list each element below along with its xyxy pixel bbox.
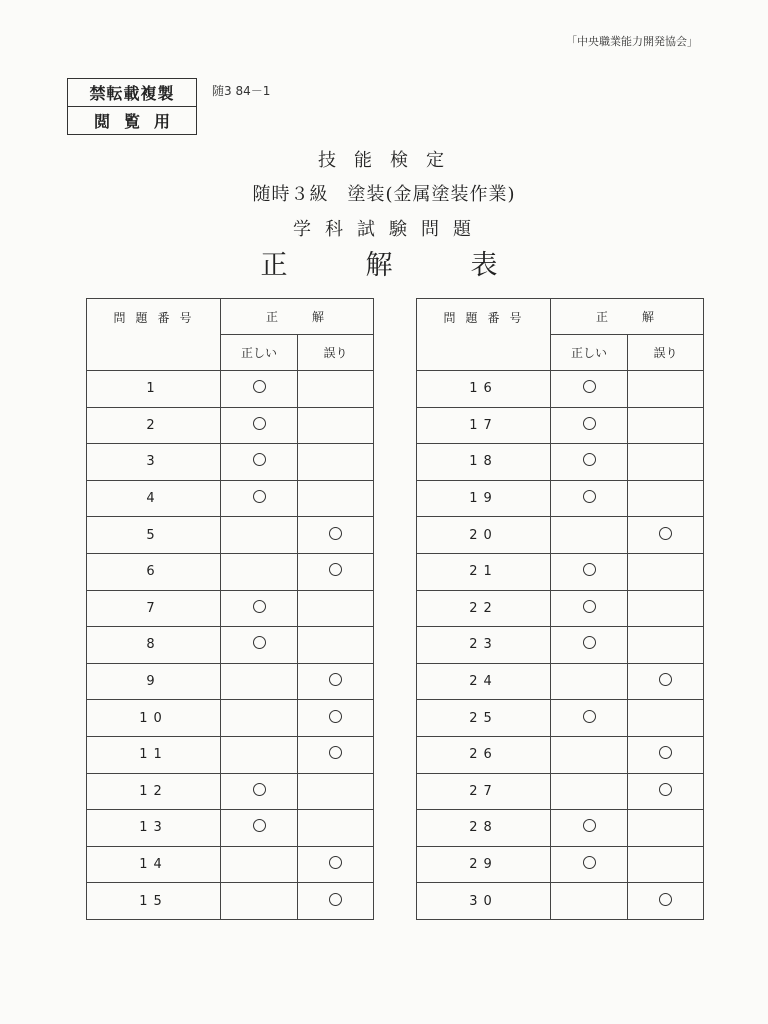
incorrect-cell bbox=[298, 663, 374, 700]
table-row bbox=[87, 553, 374, 590]
table-row bbox=[417, 407, 704, 444]
table-row bbox=[87, 700, 374, 737]
incorrect-cell bbox=[298, 371, 374, 408]
circle-mark-icon bbox=[253, 453, 266, 466]
question-number: 25 bbox=[417, 700, 551, 737]
circle-mark-icon bbox=[253, 636, 266, 649]
question-number: 3 bbox=[87, 444, 221, 481]
incorrect-cell bbox=[298, 517, 374, 554]
header-question-number: 問題番号 bbox=[87, 299, 221, 371]
table-row bbox=[417, 883, 704, 920]
correct-cell bbox=[221, 590, 298, 627]
incorrect-cell bbox=[628, 480, 704, 517]
question-number: 19 bbox=[417, 480, 551, 517]
answer-table-right bbox=[416, 298, 704, 920]
table-row bbox=[87, 846, 374, 883]
header-correct: 正しい bbox=[221, 335, 298, 371]
table-row bbox=[417, 517, 704, 554]
stamp-no-reproduction: 禁転載複製 bbox=[68, 79, 196, 107]
document-code: 随3 84－1 bbox=[212, 84, 271, 98]
circle-mark-icon bbox=[583, 563, 596, 576]
question-number: 28 bbox=[417, 810, 551, 847]
correct-cell bbox=[221, 444, 298, 481]
answer-table-body bbox=[417, 299, 704, 920]
table-row bbox=[417, 590, 704, 627]
question-number: 22 bbox=[417, 590, 551, 627]
table-row bbox=[87, 407, 374, 444]
table-row bbox=[87, 663, 374, 700]
circle-mark-icon bbox=[659, 783, 672, 796]
circle-mark-icon bbox=[253, 417, 266, 430]
table-row bbox=[417, 810, 704, 847]
incorrect-cell bbox=[298, 407, 374, 444]
incorrect-cell bbox=[628, 773, 704, 810]
correct-cell bbox=[221, 407, 298, 444]
correct-cell bbox=[551, 700, 628, 737]
circle-mark-icon bbox=[659, 527, 672, 540]
circle-mark-icon bbox=[659, 673, 672, 686]
circle-mark-icon bbox=[659, 893, 672, 906]
incorrect-cell bbox=[628, 700, 704, 737]
question-number: 23 bbox=[417, 627, 551, 664]
correct-cell bbox=[221, 810, 298, 847]
table-row bbox=[87, 371, 374, 408]
correct-cell bbox=[551, 517, 628, 554]
table-row bbox=[87, 590, 374, 627]
header-incorrect: 誤り bbox=[298, 335, 374, 371]
correct-cell bbox=[221, 700, 298, 737]
stamp-view-only: 閲覧用 bbox=[93, 112, 184, 131]
correct-cell bbox=[551, 590, 628, 627]
title-written-exam: 学科試験問題 bbox=[293, 219, 485, 240]
question-number: 10 bbox=[87, 700, 221, 737]
title-answer-key: 正解表 bbox=[260, 250, 576, 281]
table-row bbox=[87, 736, 374, 773]
circle-mark-icon bbox=[329, 527, 342, 540]
restriction-stamp bbox=[67, 78, 197, 135]
incorrect-cell bbox=[298, 846, 374, 883]
table-row bbox=[417, 480, 704, 517]
question-number: 7 bbox=[87, 590, 221, 627]
circle-mark-icon bbox=[583, 490, 596, 503]
correct-cell bbox=[221, 663, 298, 700]
table-row bbox=[417, 773, 704, 810]
correct-cell bbox=[551, 810, 628, 847]
incorrect-cell bbox=[298, 627, 374, 664]
publisher-name: 「中央職業能力開発協会」 bbox=[566, 35, 698, 48]
incorrect-cell bbox=[628, 663, 704, 700]
question-number: 6 bbox=[87, 553, 221, 590]
correct-cell bbox=[221, 627, 298, 664]
question-number: 20 bbox=[417, 517, 551, 554]
title-grade-category: 随時３級 塗装(金属塗装作業) bbox=[252, 184, 516, 205]
circle-mark-icon bbox=[583, 417, 596, 430]
circle-mark-icon bbox=[583, 600, 596, 613]
question-number: 27 bbox=[417, 773, 551, 810]
table-row bbox=[417, 846, 704, 883]
incorrect-cell bbox=[628, 883, 704, 920]
question-number: 29 bbox=[417, 846, 551, 883]
circle-mark-icon bbox=[583, 380, 596, 393]
question-number: 11 bbox=[87, 736, 221, 773]
correct-cell bbox=[221, 371, 298, 408]
circle-mark-icon bbox=[253, 490, 266, 503]
circle-mark-icon bbox=[583, 710, 596, 723]
table-row bbox=[417, 700, 704, 737]
incorrect-cell bbox=[628, 444, 704, 481]
incorrect-cell bbox=[628, 627, 704, 664]
correct-cell bbox=[551, 407, 628, 444]
header-answer: 正解 bbox=[221, 299, 374, 335]
correct-cell bbox=[221, 846, 298, 883]
incorrect-cell bbox=[628, 810, 704, 847]
circle-mark-icon bbox=[329, 856, 342, 869]
circle-mark-icon bbox=[253, 600, 266, 613]
circle-mark-icon bbox=[329, 673, 342, 686]
question-number: 1 bbox=[87, 371, 221, 408]
incorrect-cell bbox=[628, 517, 704, 554]
incorrect-cell bbox=[298, 810, 374, 847]
table-row bbox=[417, 627, 704, 664]
circle-mark-icon bbox=[659, 746, 672, 759]
incorrect-cell bbox=[298, 773, 374, 810]
correct-cell bbox=[551, 663, 628, 700]
question-number: 15 bbox=[87, 883, 221, 920]
header-answer: 正解 bbox=[551, 299, 704, 335]
correct-cell bbox=[551, 773, 628, 810]
question-number: 2 bbox=[87, 407, 221, 444]
question-number: 4 bbox=[87, 480, 221, 517]
incorrect-cell bbox=[298, 480, 374, 517]
header-correct: 正しい bbox=[551, 335, 628, 371]
table-row bbox=[87, 627, 374, 664]
correct-cell bbox=[221, 517, 298, 554]
table-row bbox=[87, 773, 374, 810]
correct-cell bbox=[551, 736, 628, 773]
correct-cell bbox=[221, 773, 298, 810]
circle-mark-icon bbox=[583, 856, 596, 869]
correct-cell bbox=[221, 736, 298, 773]
table-row bbox=[417, 736, 704, 773]
question-number: 5 bbox=[87, 517, 221, 554]
correct-cell bbox=[221, 480, 298, 517]
answer-table-left bbox=[86, 298, 374, 920]
table-row bbox=[417, 371, 704, 408]
incorrect-cell bbox=[298, 736, 374, 773]
correct-cell bbox=[551, 371, 628, 408]
correct-cell bbox=[551, 846, 628, 883]
question-number: 9 bbox=[87, 663, 221, 700]
title-skill-test: 技能検定 bbox=[318, 150, 462, 171]
incorrect-cell bbox=[298, 590, 374, 627]
question-number: 18 bbox=[417, 444, 551, 481]
correct-cell bbox=[551, 480, 628, 517]
question-number: 17 bbox=[417, 407, 551, 444]
correct-cell bbox=[221, 553, 298, 590]
circle-mark-icon bbox=[329, 710, 342, 723]
correct-cell bbox=[551, 553, 628, 590]
correct-cell bbox=[551, 444, 628, 481]
table-row bbox=[417, 663, 704, 700]
question-number: 26 bbox=[417, 736, 551, 773]
circle-mark-icon bbox=[583, 636, 596, 649]
table-row bbox=[87, 444, 374, 481]
table-row bbox=[87, 810, 374, 847]
circle-mark-icon bbox=[329, 746, 342, 759]
question-number: 13 bbox=[87, 810, 221, 847]
question-number: 12 bbox=[87, 773, 221, 810]
incorrect-cell bbox=[628, 590, 704, 627]
correct-cell bbox=[551, 883, 628, 920]
incorrect-cell bbox=[298, 883, 374, 920]
incorrect-cell bbox=[298, 700, 374, 737]
question-number: 21 bbox=[417, 553, 551, 590]
circle-mark-icon bbox=[253, 819, 266, 832]
circle-mark-icon bbox=[583, 819, 596, 832]
answer-table-body bbox=[87, 299, 374, 920]
header-question-number: 問題番号 bbox=[417, 299, 551, 371]
question-number: 8 bbox=[87, 627, 221, 664]
incorrect-cell bbox=[298, 444, 374, 481]
incorrect-cell bbox=[628, 371, 704, 408]
circle-mark-icon bbox=[329, 893, 342, 906]
table-row bbox=[417, 444, 704, 481]
question-number: 14 bbox=[87, 846, 221, 883]
question-number: 30 bbox=[417, 883, 551, 920]
correct-cell bbox=[221, 883, 298, 920]
header-incorrect: 誤り bbox=[628, 335, 704, 371]
table-row bbox=[87, 517, 374, 554]
incorrect-cell bbox=[298, 553, 374, 590]
table-row bbox=[87, 480, 374, 517]
question-number: 16 bbox=[417, 371, 551, 408]
incorrect-cell bbox=[628, 846, 704, 883]
incorrect-cell bbox=[628, 407, 704, 444]
circle-mark-icon bbox=[253, 783, 266, 796]
question-number: 24 bbox=[417, 663, 551, 700]
incorrect-cell bbox=[628, 736, 704, 773]
circle-mark-icon bbox=[583, 453, 596, 466]
table-row bbox=[87, 883, 374, 920]
table-row bbox=[417, 553, 704, 590]
circle-mark-icon bbox=[253, 380, 266, 393]
correct-cell bbox=[551, 627, 628, 664]
circle-mark-icon bbox=[329, 563, 342, 576]
incorrect-cell bbox=[628, 553, 704, 590]
